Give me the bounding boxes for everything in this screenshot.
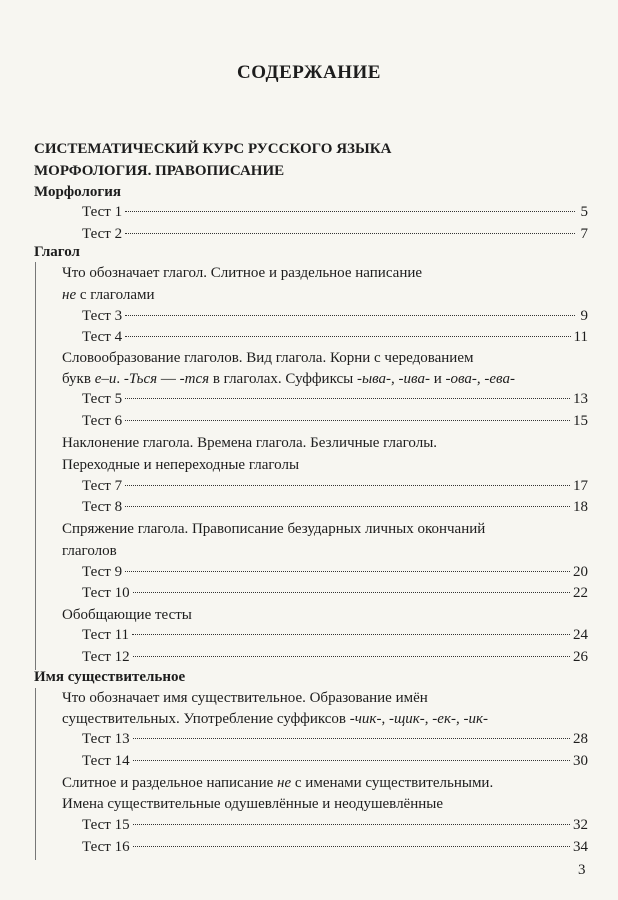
entry-label: Тест 7 <box>82 478 123 494</box>
dot-leader <box>133 592 570 593</box>
toc-entry[interactable] <box>82 728 588 750</box>
entry-label: Тест 2 <box>82 226 123 242</box>
entry-label: Тест 12 <box>82 649 130 665</box>
topic-line: глаголов <box>62 543 117 559</box>
dot-leader <box>125 485 570 486</box>
topic-line: Обобщающие тесты <box>62 607 192 623</box>
dot-leader <box>133 656 570 657</box>
entry-label: Тест 9 <box>82 564 123 580</box>
entry-label: Тест 14 <box>82 753 130 769</box>
toc-entry[interactable] <box>82 475 588 497</box>
dot-leader <box>125 420 570 421</box>
entry-label: Тест 10 <box>82 585 130 601</box>
toc-entry[interactable] <box>82 388 588 410</box>
entry-page: 30 <box>573 753 588 769</box>
entry-label: Тест 16 <box>82 839 130 855</box>
dot-leader <box>125 571 570 572</box>
course-header-2: МОРФОЛОГИЯ. ПРАВОПИСАНИЕ <box>34 163 285 179</box>
entry-label: Тест 8 <box>82 499 123 515</box>
toc-entry[interactable] <box>82 814 588 836</box>
topic-line: Что обозначает глагол. Слитное и раздельное написание <box>62 265 423 281</box>
entry-page: 17 <box>573 478 588 494</box>
entry-label: Тест 15 <box>82 817 130 833</box>
entry-page: 34 <box>573 839 588 855</box>
section-bracket <box>35 688 36 860</box>
entry-page: 28 <box>573 731 588 747</box>
dot-leader <box>125 336 570 337</box>
toc-entry[interactable] <box>82 223 588 245</box>
entry-label: Тест 11 <box>82 627 130 643</box>
entry-page: 26 <box>573 649 588 665</box>
topic-line: существительных. Употребление суффиксов -чик-, -щик-, -ек-, -ик- <box>62 711 488 727</box>
entry-label: Тест 13 <box>82 731 130 747</box>
entry-page: 9 <box>580 308 588 324</box>
toc-entry[interactable] <box>82 201 588 223</box>
entry-page: 7 <box>580 226 588 242</box>
entry-page: 22 <box>573 585 588 601</box>
entry-page: 15 <box>573 413 588 429</box>
entry-page: 13 <box>573 391 588 407</box>
topic-line: букв е–и. -Ться — -тся в глаголах. Суффиксы -ыва-, -ива- и -ова-, -ева- <box>62 371 515 387</box>
dot-leader <box>125 506 570 507</box>
entry-label: Тест 1 <box>82 204 123 220</box>
topic-line: Наклонение глагола. Времена глагола. Безличные глаголы. <box>62 435 438 451</box>
toc-entry[interactable] <box>82 326 588 348</box>
topic-line: Спряжение глагола. Правописание безударных личных окончаний <box>62 521 486 537</box>
toc-entry[interactable] <box>82 750 588 772</box>
entry-label: Тест 5 <box>82 391 123 407</box>
entry-page: 32 <box>573 817 588 833</box>
entry-page: 18 <box>573 499 588 515</box>
entry-label: Тест 6 <box>82 413 123 429</box>
toc-entry[interactable] <box>82 561 588 583</box>
toc-entry[interactable] <box>82 624 588 646</box>
dot-leader <box>133 738 570 739</box>
toc-entry[interactable] <box>82 836 588 858</box>
toc-entry[interactable] <box>82 496 588 518</box>
toc-entry[interactable] <box>82 305 588 327</box>
dot-leader <box>125 233 575 234</box>
topic-line: Словообразование глаголов. Вид глагола. Корни с чередованием <box>62 350 474 366</box>
toc-entry[interactable] <box>82 582 588 604</box>
dot-leader <box>133 824 570 825</box>
topic-line: Слитное и раздельное написание не с именами существительными. <box>62 775 494 791</box>
topic-line: не с глаголами <box>62 287 155 303</box>
entry-label: Тест 4 <box>82 329 123 345</box>
entry-label: Тест 3 <box>82 308 123 324</box>
dot-leader <box>132 634 570 635</box>
topic-line: Имена существительные одушевлённые и неодушевлённые <box>62 796 443 812</box>
topic-line: Что обозначает имя существительное. Образование имён <box>62 690 428 706</box>
toc-entry[interactable] <box>82 646 588 668</box>
dot-leader <box>125 211 575 212</box>
section-heading-morphology: Морфология <box>34 184 121 200</box>
dot-leader <box>133 760 570 761</box>
entry-page: 20 <box>573 564 588 580</box>
toc-entry[interactable] <box>82 410 588 432</box>
section-heading-verb: Глагол <box>34 244 80 260</box>
page-title: СОДЕРЖАНИЕ <box>237 62 381 83</box>
dot-leader <box>125 398 570 399</box>
topic-line: Переходные и непереходные глаголы <box>62 457 300 473</box>
page-number: 3 <box>578 862 586 878</box>
dot-leader <box>125 315 575 316</box>
entry-page: 11 <box>573 329 588 345</box>
entry-page: 24 <box>573 627 588 643</box>
course-header-1: СИСТЕМАТИЧЕСКИЙ КУРС РУССКОГО ЯЗЫКА <box>34 141 392 157</box>
entry-page: 5 <box>580 204 588 220</box>
section-heading-noun: Имя существительное <box>34 669 186 685</box>
section-bracket <box>35 262 36 670</box>
dot-leader <box>133 846 570 847</box>
